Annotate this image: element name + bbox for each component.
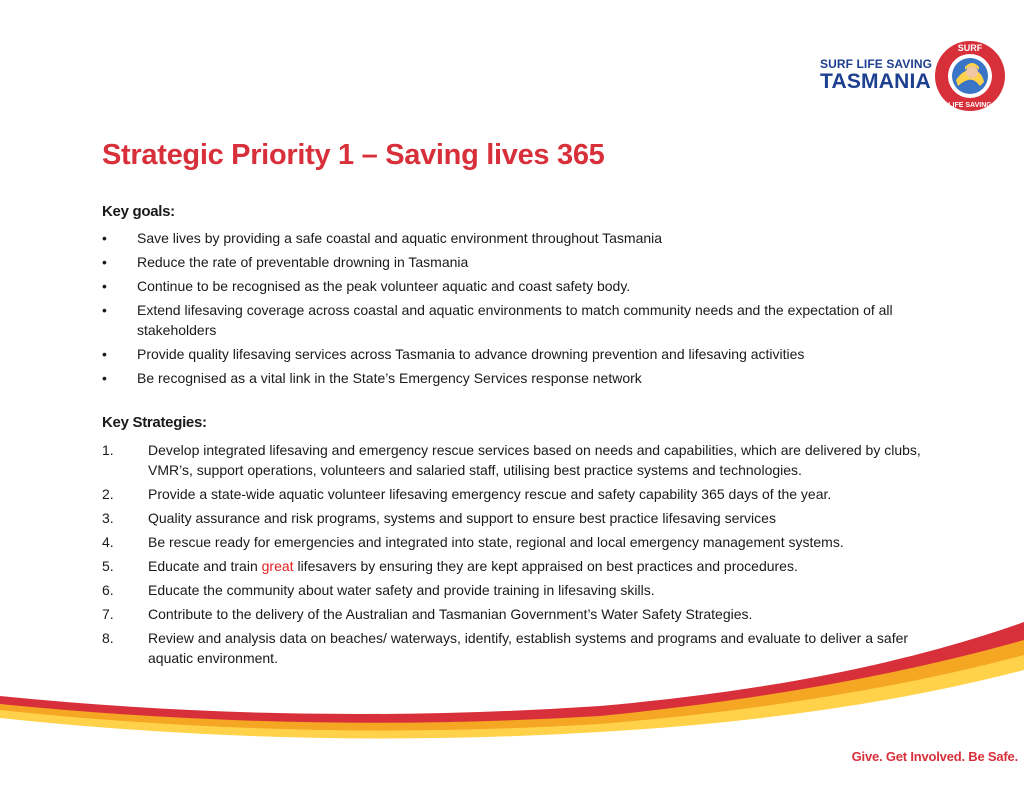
strategy-text: Be rescue ready for emergencies and integrated into state, regional and local emergency management systems. [148,534,844,550]
surf-life-saving-logo [818,40,1008,112]
goal-text: Provide quality lifesaving services across Tasmania to advance drowning prevention and lifesaving activities [137,346,805,362]
strategy-number: 8. [102,630,114,646]
strategy-highlight: great [261,558,294,574]
strategy-item [102,556,948,576]
strategy-number: 5. [102,558,114,574]
goal-text: Reduce the rate of preventable drowning in Tasmania [137,254,469,270]
strategy-item [102,532,948,552]
footer-tagline: Give. Get Involved. Be Safe. [851,749,1018,764]
lifesaver-badge-icon [934,40,1006,112]
logo-line2: TASMANIA [820,70,931,93]
bullet-marker: • [102,254,107,270]
strategy-number: 1. [102,442,114,458]
bullet-marker: • [102,278,107,294]
strategy-text: Review and analysis data on beaches/ waterways, identify, establish systems and programs and evaluate to deliver a safer aquatic environment. [148,630,909,666]
goal-item [102,300,957,340]
bullet-marker: • [102,302,107,318]
bullet-marker: • [102,346,107,362]
page-title: Strategic Priority 1 – Saving lives 365 [102,139,605,171]
strategy-text: Educate the community about water safety and provide training in lifesaving skills. [148,582,655,598]
strategy-text-pre: Educate and train [148,558,262,574]
goal-text: Be recognised as a vital link in the State’s Emergency Services response network [137,370,642,386]
goal-item [102,252,957,272]
key-goals-list [102,228,957,392]
strategy-number: 3. [102,510,114,526]
strategy-text: Quality assurance and risk programs, systems and support to ensure best practice lifesaving services [148,510,776,526]
bullet-marker: • [102,230,107,246]
strategy-number: 2. [102,486,114,502]
strategy-item [102,508,948,528]
goal-text: Save lives by providing a safe coastal and aquatic environment throughout Tasmania [137,230,663,246]
badge-top-text: SURF [957,43,983,53]
goal-item [102,344,957,364]
goal-item [102,228,957,248]
strategy-text: Provide a state-wide aquatic volunteer lifesaving emergency rescue and safety capability 365 days of the year. [148,486,832,502]
goal-text: Extend lifesaving coverage across coastal and aquatic environments to match community needs and the expectation of all stakeholders [137,302,893,338]
strategy-text: Develop integrated lifesaving and emergency rescue services based on needs and capabilities, which are delivered by clubs, VMR’s, support operations, volunteers and salaried staff, utilising best practice systems and technologies. [148,442,921,478]
strategy-item [102,484,948,504]
bullet-marker: • [102,370,107,386]
strategy-text-post: lifesavers by ensuring they are kept appraised on best practices and procedures. [293,558,798,574]
strategy-text: Contribute to the delivery of the Australian and Tasmanian Government’s Water Safety Strategies. [148,606,753,622]
goal-text: Continue to be recognised as the peak volunteer aquatic and coast safety body. [137,278,631,294]
goal-item [102,276,957,296]
badge-bottom-text: LIFE SAVING [948,102,992,109]
key-goals-heading: Key goals: [102,203,175,220]
logo-line1: SURF LIFE SAVING [820,57,933,71]
strategy-number: 6. [102,582,114,598]
strategy-item [102,440,948,480]
strategy-number: 4. [102,534,114,550]
strategy-number: 7. [102,606,114,622]
strategy-item [102,580,948,600]
key-strategies-heading: Key Strategies: [102,414,207,431]
goal-item [102,368,957,388]
